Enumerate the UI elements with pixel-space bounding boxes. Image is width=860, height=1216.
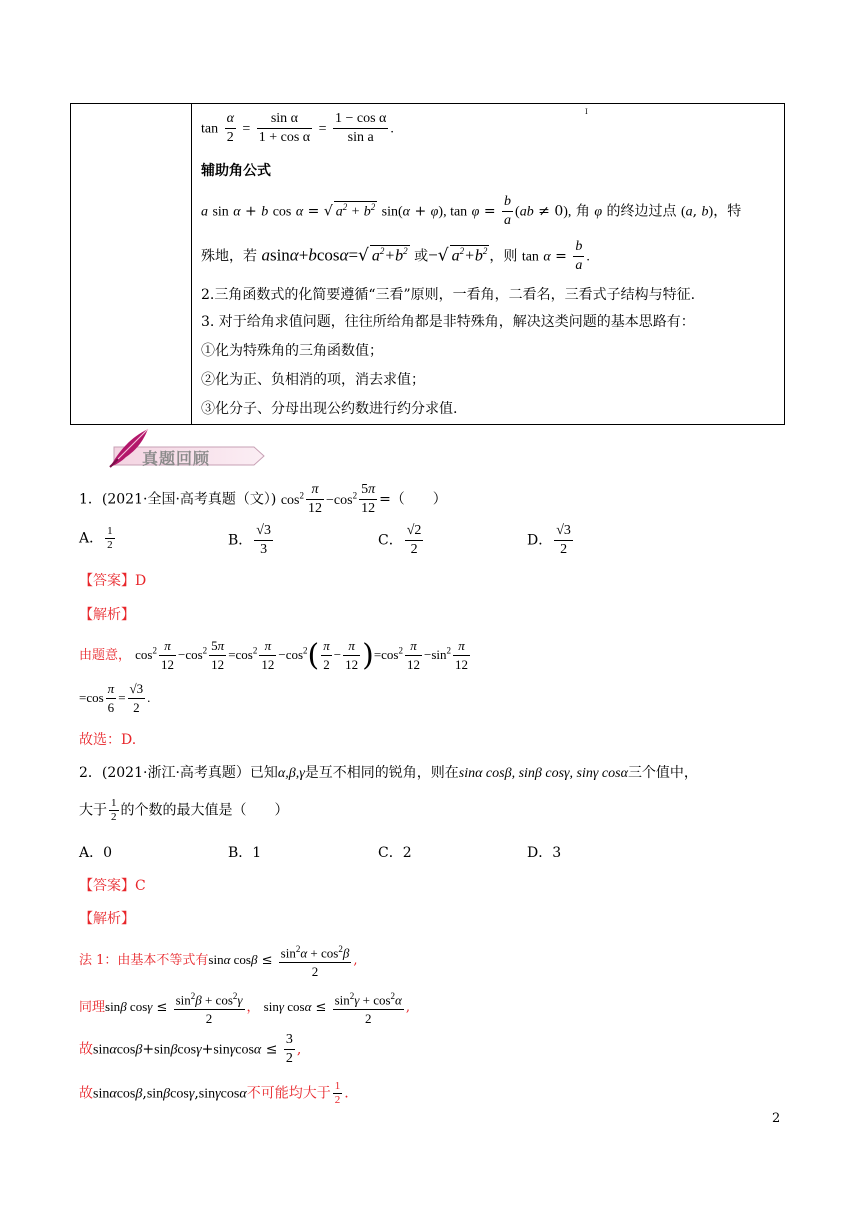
aux-angle-formula: a sin α + b cos α = √ $a^2 + b^2$ sin(α + φ), tan φ = $\frac{b}{a}$ (ab ≠ 0), 角 φ 的终边过点 (a, b)，特	[201, 194, 742, 228]
q2-stem-line2: 大于 $\frac{1}{2}$ 的个数的最大值是（ ）	[79, 797, 289, 823]
q2-solution-line4: 故sinαcosβ,sinβcosγ,sinγcosα不可能均大于 $\frac{1}{2}$ .	[79, 1080, 349, 1106]
special-case-line: 殊地，若 asinα+bcosα=√ $a^2+b^2$ 或−√ $a^2+b^2$ ，则 tan α = $\frac{b}{a}$ .	[201, 239, 590, 273]
q1-answer: 【答案】D	[79, 573, 147, 589]
banner-title: 真题回顾	[142, 449, 211, 468]
q1-conclusion: 故选：D.	[79, 732, 137, 748]
q1-option-a: A． $\frac{1}{2}$	[79, 525, 113, 551]
q1-solution-line1: 由题意， $\cos^2$ $\frac{\pi}{12}$ $-\cos^2$ $\frac{5\pi}{12}$ $=\cos^2$ $\frac{\pi}{12}$ $-\cos^2$( $\frac{\pi}{2}$ − $\frac{\pi}{12}$ )$=\cos^2$ $\frac{\pi}{12}$ $-\sin^2$ $\frac{\pi}{12}$	[79, 638, 469, 673]
q2-option-c: C．2	[378, 845, 412, 861]
q2-analysis-label: 【解析】	[79, 911, 135, 927]
table-column-divider	[191, 104, 192, 424]
q1-analysis-label: 【解析】	[79, 607, 135, 623]
q2-option-a: A．0	[79, 845, 113, 861]
q2-solution-line1: 法 1：由基本不等式有sinα cosβ ≤ $\frac{\sin^2\alpha + \cos^2\beta}{2}$ ,	[79, 940, 357, 981]
q2-solution-line2: 同理sinβ cosγ ≤ $\frac{\sin^2\beta + \cos^2\gamma}{2}$ ， sinγ cosα ≤ $\frac{\sin^2\gamma + \cos^2\alpha}{2}$ ,	[79, 987, 410, 1028]
method-item-1: ①化为特殊角的三角函数值；	[201, 343, 383, 359]
page-number: 2	[772, 1111, 781, 1126]
section-banner	[104, 427, 268, 469]
q2-solution-line3: 故sinαcosβ+sinβcosγ+sinγcosα ≤ $\frac{3}{2}$ ,	[79, 1032, 302, 1066]
method-item-2: ②化为正、负相消的项，消去求值；	[201, 372, 425, 388]
small-mark: I	[585, 108, 588, 116]
aux-angle-title: 辅助角公式	[201, 163, 271, 179]
q1-stem: 1．(2021·全国·高考真题（文）) $\cos^2$ $\frac{\pi}{12}$ $-\cos^2$ $\frac{5\pi}{12}$ =（ ）	[79, 482, 447, 516]
given-angle-rule: 3. 对于给角求值问题，往往所给角都是非特殊角，解决这类问题的基本思路有：	[201, 314, 695, 330]
q1-option-c: C． $\frac{√2}{2}$	[378, 523, 422, 557]
tan-half-angle-formula: tan $\frac{\alpha}{2}$ = $\frac{\text{sin α}}{\text{1 + cos α}}$ = $\frac{\text{1 − cos α}}{\text{sin a}}$ .	[201, 111, 394, 145]
simplify-rule: 2.三角函数式的化简要遵循“三看”原则，一看角，二看名，三看式子结构与特征.	[201, 287, 696, 303]
q1-option-d: D． $\frac{√3}{2}$	[527, 523, 571, 557]
q2-stem-line1: 2．(2021·浙江·高考真题）已知α,β,γ是互不相同的锐角，则在sinα cosβ, sinβ cosγ, sinγ cosα三个值中，	[79, 765, 698, 781]
q2-answer: 【答案】C	[79, 878, 146, 894]
q2-option-d: D．3	[527, 845, 562, 861]
q1-solution-line2: =cos $\frac{\pi}{6}$ = $\frac{√3}{2}$ .	[79, 681, 151, 715]
method-item-3: ③化分子、分母出现公约数进行约分求值.	[201, 401, 458, 417]
q2-option-b: B．1	[228, 845, 262, 861]
q1-option-b: B． $\frac{√3}{3}$	[228, 523, 271, 557]
